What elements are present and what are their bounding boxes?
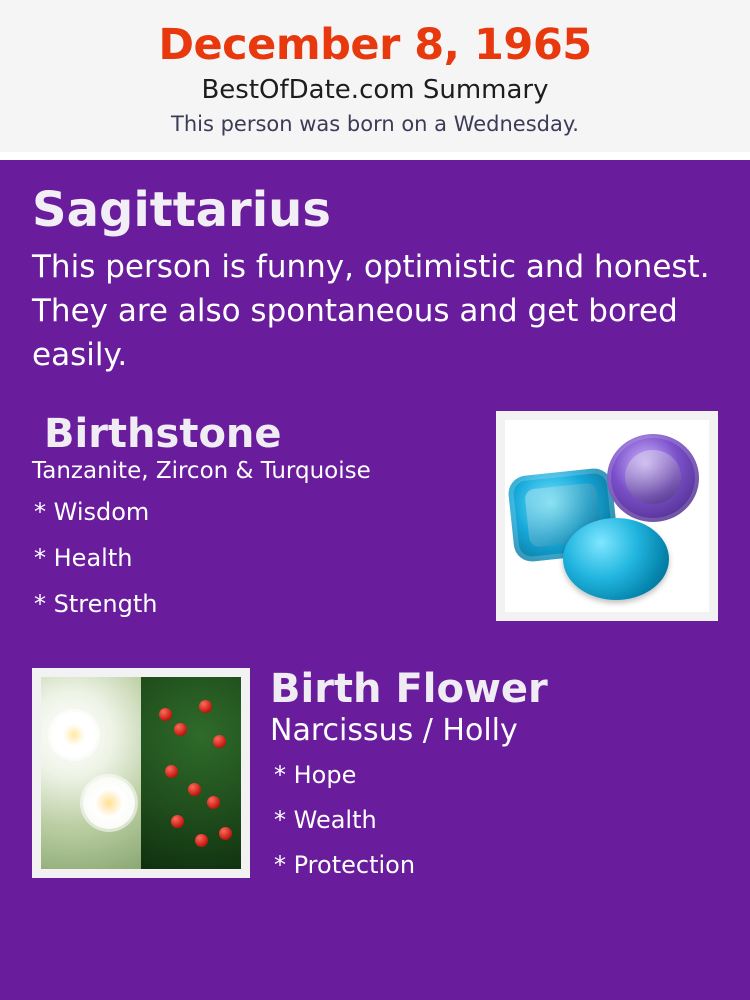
birth-flower-text (250, 665, 718, 899)
born-day-note: This person was born on a Wednesday. (171, 111, 579, 136)
birthstone-section (32, 411, 718, 638)
birth-flower-names: Narcissus / Holly (270, 712, 518, 748)
page-title: December 8, 1965 (158, 20, 592, 70)
birthstone-names: Tanzanite, Zircon & Turquoise (32, 458, 371, 485)
birth-flower-section (32, 665, 718, 899)
birthstone-traits (32, 497, 496, 638)
birth-flower-image (32, 668, 250, 878)
birthstone-gems-icon (505, 420, 709, 612)
list-item: * Hope (274, 761, 357, 790)
birth-flower-traits (266, 763, 718, 898)
site-summary-label: BestOfDate.com Summary (201, 75, 549, 106)
turquoise-gem-icon (563, 518, 669, 600)
list-item: * Protection (274, 851, 416, 880)
narcissus-icon (41, 677, 141, 869)
list-item: * Wealth (274, 806, 377, 835)
birthstone-text (32, 411, 496, 638)
page-header (0, 0, 750, 152)
list-item: * Strength (34, 589, 158, 618)
list-item: * Health (34, 543, 133, 572)
zodiac-description: This person is funny, optimistic and honest. They are also spontaneous and get bored easily. (32, 249, 710, 374)
tanzanite-gem-icon (607, 434, 699, 522)
birthstone-title: Birthstone (44, 411, 282, 458)
main-panel (0, 160, 750, 1000)
header-divider (0, 152, 750, 160)
birth-flower-title: Birth Flower (270, 665, 548, 712)
zodiac-sign-title: Sagittarius (32, 182, 331, 239)
list-item: * Wisdom (34, 497, 150, 526)
holly-icon (141, 677, 241, 869)
birth-flower-photo-icon (41, 677, 241, 869)
birthstone-image (496, 411, 718, 621)
